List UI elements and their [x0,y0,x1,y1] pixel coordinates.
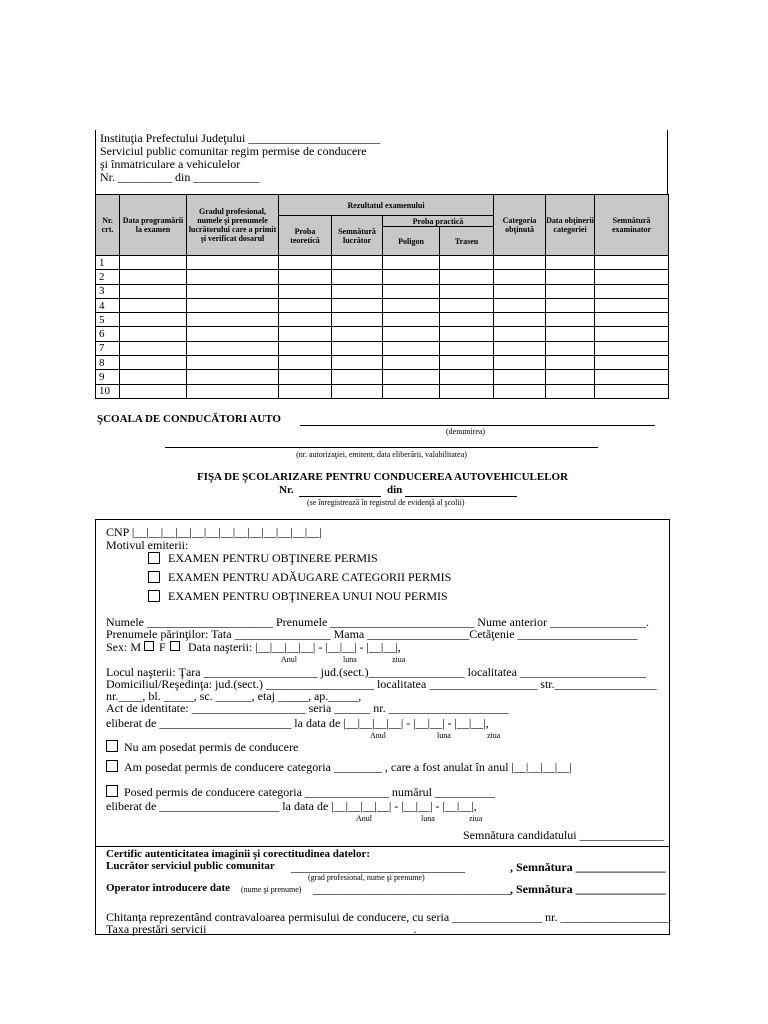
col-rezultatul: Rezultatul examenului [279,195,494,216]
form-din-line[interactable] [405,496,517,497]
row-number: 8 [96,356,120,370]
ziua-label-3: ziua [469,814,483,823]
locul-nasterii-line[interactable]: Locul naşterii: Ţara ___________________ jud.(sect.)________________ localitatea _____________________ [106,665,646,679]
row-number: 5 [96,313,120,327]
option2-checkbox[interactable] [148,571,160,583]
form-nr-label: Nr. [279,484,294,496]
anul-label: Anul [281,655,297,664]
grad-note: (grad profesional, nume şi prenume) [308,873,425,882]
col-proba-teoretica: Proba teoretică [279,216,332,256]
option3-label: EXAMEN PENTRU OBŢINEREA UNUI NOU PERMIS [168,589,448,603]
header-left-border [95,130,96,194]
col-semnatura-lucrator: Semnătură lucrător [332,216,383,256]
row-number: 7 [96,341,120,355]
school-denumirea: (denumirea) [446,427,486,436]
table-row [96,370,669,384]
chitanta-line[interactable]: Chitanţa reprezentând contravaloarea permisului de conducere, cu seria _______________ nr. __________________. [106,910,672,924]
posed-line[interactable]: Posed permis de conducere categoria ______________ numărul __________ [124,785,495,799]
row-number: 4 [96,298,120,312]
table-row [96,356,669,370]
lucrator-line[interactable]: _____________________________ [291,860,465,874]
header-right-border [667,130,668,194]
row-number: 6 [96,327,120,341]
table-row [96,270,669,284]
semnatura-candidat[interactable]: Semnătura candidatului ______________ [463,828,664,842]
act-identitate-line[interactable]: Act de identitate: ___________________ seria ______ nr. ____________________ [106,701,509,715]
am-posedat-label[interactable]: Am posedat permis de conducere categoria ________ , care a fost anulat în anul |__|__|__|__| [124,760,572,774]
header-institution: Instituţia Prefectului Judeţului ______________________ [100,131,381,145]
col-data-programarii: Data programării la examen [120,195,187,256]
sex-f-label: F [159,640,166,654]
school-name-line[interactable] [300,425,655,426]
eliberat-line[interactable]: eliberat de ______________________ la data de |__|__|__|__| - |__|__| - |__|__|, [106,716,489,730]
luna-label: luna [343,655,357,664]
parinti-line[interactable]: Prenumele părinţilor: Tata ________________ Mama _________________Cetăţenie ____________________ [106,627,638,641]
ziua-label: ziua [392,655,406,664]
anul-label-3: Anul [356,814,372,823]
operator-line[interactable]: _________________________________ [313,882,511,896]
operator-label: Operator introducere date [106,882,231,894]
anul-label-2: Anul [370,731,386,740]
ziua-label-2: ziua [487,731,501,740]
col-categoria: Categoria obţinută [494,195,546,256]
sex-m-label: Sex: M [106,640,142,654]
option2-label: EXAMEN PENTRU ADĂUGARE CATEGORII PERMIS [168,570,452,584]
form-din-label: din [387,484,403,496]
row-number: 10 [96,384,120,398]
row-number: 2 [96,270,120,284]
table-row [96,298,669,312]
sex-f-checkbox[interactable] [170,641,180,651]
row-number: 3 [96,284,120,298]
adresa-nr-line[interactable]: nr.____, bl. _____, sc. ______, etaj _____, ap._____, [106,689,362,703]
col-poligon: Poligon [383,227,440,256]
domiciliul-line[interactable]: Domiciliul/Reşedinţa: jud.(sect.) __________________ localitatea __________________ str._________________ [106,677,657,691]
table-row [96,284,669,298]
col-nr: Nr. crt. [96,195,120,256]
table-row [96,341,669,355]
operator-note: (nume şi prenume) [241,885,302,894]
data-nasterii[interactable]: Data naşterii: |__|__|__|__| - |__|__| - |__|__|, [188,640,401,654]
option3-checkbox[interactable] [148,590,160,602]
school-autorizatie: (nr. autorizaţiei, emitent, data eliberării, valabilitatea) [296,450,467,459]
am-posedat-checkbox[interactable] [106,760,118,772]
table-row [96,384,669,398]
header-nr-din: Nr. _________ din ___________ [100,170,260,184]
luna-label-3: luna [421,814,435,823]
col-gradul: Gradul profesional, numele şi prenumele lucrătorului care a primit şi verificat dosarul [187,195,279,256]
table-row [96,313,669,327]
register-table [95,194,669,399]
form-registry-note: (se înregistrează în registrul de evidenţă al şcolii) [307,498,465,507]
luna-label-2: luna [437,731,451,740]
certification-separator [95,846,670,847]
option1-checkbox[interactable] [148,552,160,564]
motivul-label: Motivul emiterii: [106,538,189,552]
nume-line[interactable]: Numele _____________________ Prenumele ________________________ Nume anterior ________________. [106,615,649,629]
table-row [96,256,669,270]
semnatura-operator[interactable]: , Semnătura _______________ [510,882,666,896]
row-number: 1 [96,256,120,270]
col-proba-practica: Proba practică [383,216,494,227]
header-service-2: şi înmatriculare a vehiculelor [100,157,241,171]
nu-am-posedat-label: Nu am posedat permis de conducere [124,740,299,754]
col-traseu: Traseu [440,227,494,256]
cnp-field[interactable]: CNP |__|__|__|__|__|__|__|__|__|__|__|__|__| [106,525,322,539]
certification-title: Certific autenticitatea imaginii şi corectitudinea datelor: [106,848,371,860]
form-title: FIŞA DE ŞCOLARIZARE PENTRU CONDUCEREA AUTOVEHICULELOR [196,471,569,483]
sex-m-checkbox[interactable] [144,641,154,651]
header-service: Serviciul public comunitar regim permise de conducere [100,144,367,158]
school-label: ŞCOALA DE CONDUCĂTORI AUTO [97,413,281,425]
table-row [96,327,669,341]
eliberat-line-2[interactable]: eliberat de ____________________ la data de |__|__|__|__| - |__|__| - |__|__|, [106,799,477,813]
semnatura-lucrator[interactable]: , Semnătura _______________ [510,860,666,874]
posed-checkbox[interactable] [106,785,118,797]
nu-am-posedat-checkbox[interactable] [106,740,118,752]
taxa-line[interactable]: Taxa prestări servicii __________________________________. [106,922,417,936]
col-data-obtinerii: Data obţinerii categoriei [546,195,595,256]
option1-label: EXAMEN PENTRU OBŢINERE PERMIS [168,551,378,565]
row-number: 9 [96,370,120,384]
lucrator-label: Lucrător serviciul public comunitar [106,860,275,872]
col-semnatura-examinator: Semnătură examinator [595,195,669,256]
school-autorizatie-line[interactable] [165,447,598,448]
form-nr-line[interactable] [299,496,381,497]
